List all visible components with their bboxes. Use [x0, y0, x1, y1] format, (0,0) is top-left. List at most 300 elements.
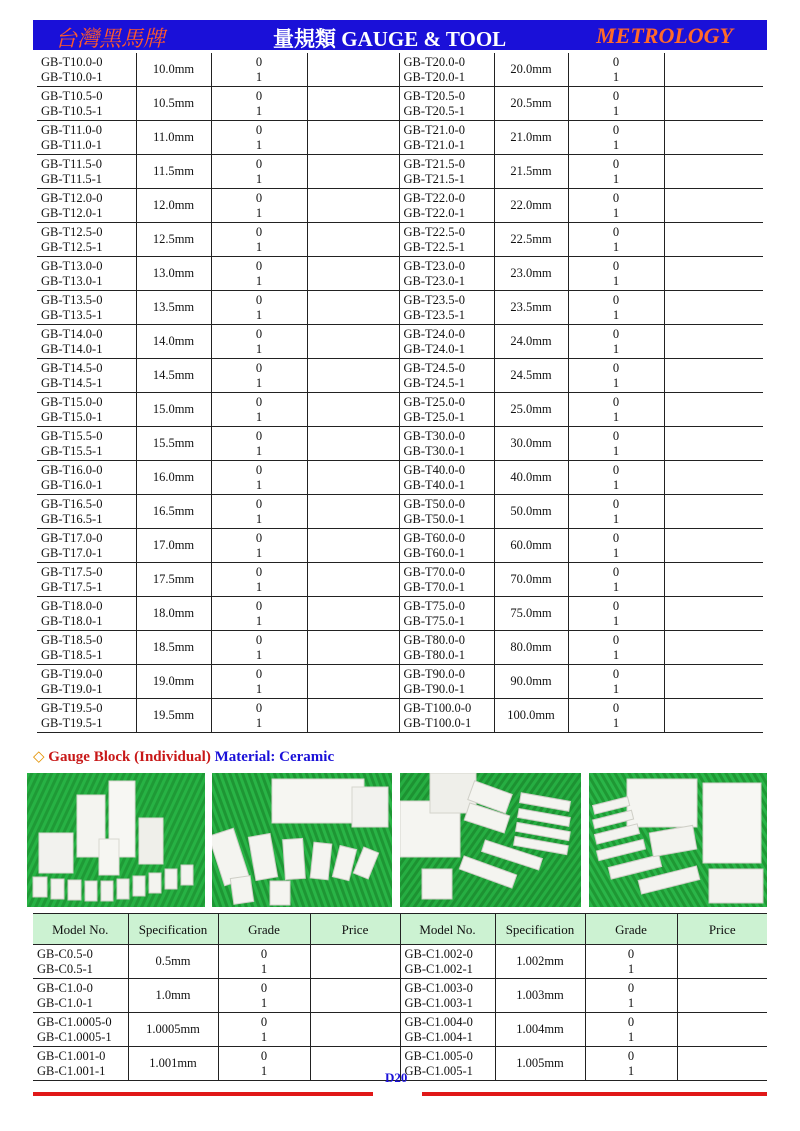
model-number: GB-T60.0-0: [403, 530, 465, 545]
specification: 1.0mm: [155, 988, 191, 1002]
model-number: GB-T70.0-1: [403, 579, 465, 594]
price-cell: [307, 631, 399, 665]
grade-value: 1: [612, 681, 620, 696]
model-number: GB-T12.5-0: [41, 224, 103, 239]
model-number: GB-T11.5-1: [41, 171, 102, 186]
grade-value: 1: [612, 545, 620, 560]
grade-cell: [211, 87, 307, 121]
section-material: Material: Ceramic: [214, 749, 335, 765]
grade-value: 0: [260, 946, 268, 961]
spec-cell: [494, 257, 568, 291]
table-row: [37, 427, 763, 461]
model-cell: [33, 1013, 128, 1047]
specification: 16.0mm: [152, 470, 195, 484]
grade-value: 0: [612, 292, 620, 307]
spec-cell: [136, 495, 211, 529]
model-cell: [399, 665, 494, 699]
grade-cell: [211, 495, 307, 529]
model-number: GB-C1.0005-1: [37, 1029, 112, 1044]
grade-cell: [211, 189, 307, 223]
price-cell: [664, 699, 763, 733]
grade-cell: [218, 1047, 310, 1081]
grade-value: 1: [255, 409, 263, 424]
grade-cell: [568, 359, 664, 393]
grade-cell: [568, 155, 664, 189]
specification: 1.002mm: [516, 954, 564, 968]
price-cell: [664, 359, 763, 393]
grade-value: 0: [612, 564, 620, 579]
price-cell: [307, 257, 399, 291]
model-number: GB-T80.0-0: [403, 632, 465, 647]
grade-value: 0: [612, 496, 620, 511]
grade-value: 1: [612, 409, 620, 424]
model-number: GB-T12.0-0: [41, 190, 103, 205]
specification: 30.0mm: [510, 436, 552, 450]
model-number: GB-T14.5-0: [41, 360, 103, 375]
model-cell: [399, 393, 494, 427]
grade-value: 0: [612, 530, 620, 545]
grade-value: 1: [255, 477, 263, 492]
model-cell: [399, 359, 494, 393]
spec-cell: [128, 1047, 218, 1081]
model-number: GB-T12.5-1: [41, 239, 103, 254]
model-cell: [399, 461, 494, 495]
specification: 10.0mm: [152, 62, 195, 76]
grade-value: 0: [627, 946, 635, 961]
spec-cell: [128, 1013, 218, 1047]
grade-value: 1: [255, 647, 263, 662]
model-number: GB-T25.0-1: [403, 409, 465, 424]
price-cell: [307, 495, 399, 529]
price-cell: [664, 495, 763, 529]
model-number: GB-T20.5-0: [403, 88, 465, 103]
spec-cell: [495, 979, 585, 1013]
model-cell: [399, 495, 494, 529]
price-cell: [310, 945, 400, 979]
model-cell: [399, 155, 494, 189]
grade-value: 1: [260, 961, 268, 976]
grade-value: 0: [260, 1048, 268, 1063]
grade-cell: [568, 393, 664, 427]
grade-value: 0: [612, 428, 620, 443]
spec-cell: [494, 291, 568, 325]
price-cell: [677, 979, 767, 1013]
grade-value: 1: [612, 103, 620, 118]
grade-value: 1: [255, 205, 263, 220]
spec-cell: [136, 223, 211, 257]
price-cell: [664, 53, 763, 87]
grade-value: 0: [612, 666, 620, 681]
grade-cell: [568, 223, 664, 257]
grade-cell: [568, 563, 664, 597]
grade-value: 1: [255, 171, 263, 186]
price-cell: [664, 631, 763, 665]
specification: 1.004mm: [516, 1022, 564, 1036]
grade-value: 0: [627, 980, 635, 995]
specification: 22.5mm: [510, 232, 552, 246]
specification: 1.001mm: [149, 1056, 197, 1070]
spec-cell: [494, 155, 568, 189]
grade-cell: [211, 631, 307, 665]
grade-value: 0: [255, 122, 263, 137]
grade-value: 1: [612, 307, 620, 322]
grade-value: 1: [255, 375, 263, 390]
model-cell: [37, 121, 136, 155]
grade-value: 0: [255, 54, 263, 69]
price-cell: [307, 563, 399, 597]
grade-value: 1: [255, 341, 263, 356]
grade-cell: [568, 291, 664, 325]
header-grade-right: Grade: [585, 914, 677, 945]
grade-value: 0: [612, 700, 620, 715]
grade-value: 0: [612, 326, 620, 341]
model-number: GB-T100.0-0: [403, 700, 472, 715]
specification: 70.0mm: [510, 572, 552, 586]
price-cell: [664, 155, 763, 189]
brand-name: 台灣黑馬牌: [55, 27, 166, 52]
price-cell: [307, 427, 399, 461]
model-number: GB-T75.0-0: [403, 598, 465, 613]
header-grade-left: Grade: [218, 914, 310, 945]
model-number: GB-T15.5-0: [41, 428, 103, 443]
grade-value: 1: [612, 511, 620, 526]
model-cell: [37, 359, 136, 393]
product-photo-3: [400, 773, 581, 907]
model-number: GB-C1.0-0: [37, 980, 93, 995]
spec-cell: [136, 563, 211, 597]
model-number: GB-T22.0-1: [403, 205, 465, 220]
model-cell: [399, 121, 494, 155]
model-number: GB-T10.5-1: [41, 103, 103, 118]
grade-value: 0: [260, 1014, 268, 1029]
grade-value: 0: [255, 156, 263, 171]
grade-value: 0: [612, 54, 620, 69]
table-row: [37, 53, 763, 87]
specification: 10.5mm: [152, 96, 195, 110]
grade-cell: [211, 291, 307, 325]
model-cell: [37, 631, 136, 665]
grade-value: 0: [612, 394, 620, 409]
grade-cell: [568, 87, 664, 121]
model-number: GB-T90.0-0: [403, 666, 465, 681]
table-row: [37, 87, 763, 121]
product-photo-1: [27, 773, 205, 907]
grade-value: 1: [260, 995, 268, 1010]
specification: 14.0mm: [152, 334, 195, 348]
footer-rule-right: [422, 1092, 767, 1096]
model-number: GB-T13.0-1: [41, 273, 103, 288]
model-number: GB-T11.5-0: [41, 156, 102, 171]
specification: 17.0mm: [152, 538, 195, 552]
grade-value: 0: [612, 632, 620, 647]
model-cell: [399, 631, 494, 665]
grade-value: 1: [612, 443, 620, 458]
header-model-right: Model No.: [400, 914, 495, 945]
product-photo-2: [212, 773, 392, 907]
model-cell: [400, 1013, 495, 1047]
model-number: GB-T17.0-0: [41, 530, 103, 545]
model-cell: [37, 223, 136, 257]
spec-cell: [494, 461, 568, 495]
grade-value: 0: [612, 190, 620, 205]
grade-cell: [585, 945, 677, 979]
table-row: [37, 121, 763, 155]
model-number: GB-C1.002-1: [404, 961, 473, 976]
grade-cell: [568, 597, 664, 631]
header-spec-right: Specification: [495, 914, 585, 945]
footer-rule-left: [33, 1092, 373, 1096]
grade-value: 0: [612, 224, 620, 239]
grade-value: 1: [255, 137, 263, 152]
model-number: GB-T13.0-0: [41, 258, 103, 273]
spec-cell: [136, 359, 211, 393]
specification: 90.0mm: [510, 674, 552, 688]
specification: 22.0mm: [510, 198, 552, 212]
table-row: [37, 699, 763, 733]
spec-cell: [494, 359, 568, 393]
model-number: GB-C1.004-0: [404, 1014, 473, 1029]
table-header-row: [33, 914, 767, 945]
price-cell: [307, 359, 399, 393]
grade-value: 0: [255, 88, 263, 103]
model-number: GB-T16.0-0: [41, 462, 103, 477]
price-cell: [677, 1047, 767, 1081]
grade-cell: [218, 979, 310, 1013]
spec-cell: [494, 223, 568, 257]
grade-value: 0: [255, 564, 263, 579]
spec-cell: [136, 665, 211, 699]
specification: 1.0005mm: [146, 1022, 200, 1036]
specification: 16.5mm: [152, 504, 195, 518]
grade-cell: [211, 699, 307, 733]
spec-cell: [128, 945, 218, 979]
model-number: GB-T21.5-1: [403, 171, 465, 186]
table-row: [33, 1013, 767, 1047]
price-cell: [307, 597, 399, 631]
spec-cell: [136, 155, 211, 189]
model-number: GB-T10.5-0: [41, 88, 103, 103]
price-cell: [307, 529, 399, 563]
model-number: GB-C1.0-1: [37, 995, 93, 1010]
model-number: GB-T80.0-1: [403, 647, 465, 662]
model-number: GB-T13.5-1: [41, 307, 103, 322]
page-title: 量規類 GAUGE & TOOL: [273, 27, 507, 51]
grade-cell: [568, 121, 664, 155]
specification: 18.0mm: [152, 606, 195, 620]
spec-cell: [494, 325, 568, 359]
grade-value: 0: [255, 632, 263, 647]
model-number: GB-T17.0-1: [41, 545, 103, 560]
model-cell: [37, 563, 136, 597]
grade-value: 1: [612, 477, 620, 492]
model-number: GB-C0.5-1: [37, 961, 93, 976]
model-number: GB-T18.5-0: [41, 632, 103, 647]
model-cell: [37, 53, 136, 87]
model-number: GB-T15.0-0: [41, 394, 103, 409]
section-title: [33, 747, 334, 766]
grade-value: 1: [612, 205, 620, 220]
model-cell: [399, 87, 494, 121]
specification: 1.003mm: [516, 988, 564, 1002]
grade-cell: [211, 155, 307, 189]
grade-cell: [585, 1013, 677, 1047]
grade-value: 0: [255, 394, 263, 409]
model-cell: [399, 53, 494, 87]
spec-cell: [494, 427, 568, 461]
grade-cell: [211, 461, 307, 495]
price-cell: [664, 665, 763, 699]
model-number: GB-T19.0-1: [41, 681, 103, 696]
model-cell: [37, 393, 136, 427]
grade-value: 0: [255, 190, 263, 205]
price-cell: [677, 1013, 767, 1047]
specification: 60.0mm: [510, 538, 552, 552]
grade-cell: [585, 979, 677, 1013]
grade-value: 1: [255, 715, 263, 730]
spec-cell: [494, 495, 568, 529]
price-cell: [307, 87, 399, 121]
spec-cell: [494, 189, 568, 223]
grade-value: 0: [612, 258, 620, 273]
grade-cell: [211, 427, 307, 461]
model-number: GB-T18.0-1: [41, 613, 103, 628]
grade-value: 0: [612, 462, 620, 477]
model-number: GB-T11.0-0: [41, 122, 102, 137]
model-number: GB-T16.0-1: [41, 477, 103, 492]
header-price-right: Price: [677, 914, 767, 945]
spec-cell: [494, 529, 568, 563]
model-number: GB-T24.0-0: [403, 326, 465, 341]
grade-cell: [585, 1047, 677, 1081]
model-number: GB-T75.0-1: [403, 613, 465, 628]
price-cell: [307, 53, 399, 87]
grade-value: 1: [255, 681, 263, 696]
model-cell: [33, 945, 128, 979]
table-row: [37, 597, 763, 631]
model-cell: [399, 529, 494, 563]
grade-value: 0: [627, 1048, 635, 1063]
model-number: GB-T24.5-1: [403, 375, 465, 390]
price-cell: [307, 155, 399, 189]
page-number: D20: [385, 1070, 408, 1085]
grade-value: 1: [627, 961, 635, 976]
grade-cell: [211, 563, 307, 597]
model-cell: [37, 427, 136, 461]
grade-value: 1: [612, 375, 620, 390]
model-number: GB-T30.0-0: [403, 428, 465, 443]
price-cell: [307, 665, 399, 699]
model-number: GB-T23.0-1: [403, 273, 465, 288]
grade-value: 0: [627, 1014, 635, 1029]
grade-value: 1: [255, 307, 263, 322]
thickness-gauge-table: [37, 53, 763, 733]
price-cell: [664, 529, 763, 563]
grade-value: 0: [255, 258, 263, 273]
model-cell: [399, 427, 494, 461]
model-number: GB-T14.0-1: [41, 341, 103, 356]
price-cell: [307, 699, 399, 733]
table-row: [37, 529, 763, 563]
price-cell: [307, 291, 399, 325]
price-cell: [310, 1013, 400, 1047]
spec-cell: [495, 1047, 585, 1081]
specification: 23.5mm: [510, 300, 552, 314]
grade-value: 0: [255, 292, 263, 307]
grade-value: 1: [255, 103, 263, 118]
grade-cell: [568, 53, 664, 87]
grade-value: 1: [255, 511, 263, 526]
model-cell: [399, 597, 494, 631]
grade-cell: [211, 121, 307, 155]
model-number: GB-T13.5-0: [41, 292, 103, 307]
model-number: GB-T40.0-0: [403, 462, 465, 477]
product-photo-4: [589, 773, 767, 907]
model-number: GB-T18.5-1: [41, 647, 103, 662]
model-number: GB-T16.5-1: [41, 511, 103, 526]
model-cell: [37, 291, 136, 325]
model-number: GB-T24.0-1: [403, 341, 465, 356]
grade-value: 0: [255, 462, 263, 477]
model-number: GB-C1.0005-0: [37, 1014, 112, 1029]
table-row: [37, 495, 763, 529]
header-model-left: Model No.: [33, 914, 128, 945]
spec-cell: [494, 631, 568, 665]
model-number: GB-T18.0-0: [41, 598, 103, 613]
grade-cell: [211, 53, 307, 87]
grade-value: 1: [255, 443, 263, 458]
specification: 100.0mm: [507, 708, 555, 722]
model-number: GB-C1.003-0: [404, 980, 473, 995]
model-cell: [37, 87, 136, 121]
spec-cell: [494, 699, 568, 733]
ceramic-gauge-table: [33, 913, 767, 1081]
spec-cell: [128, 979, 218, 1013]
price-cell: [307, 393, 399, 427]
spec-cell: [494, 665, 568, 699]
grade-value: 1: [255, 273, 263, 288]
price-cell: [664, 325, 763, 359]
specification: 40.0mm: [510, 470, 552, 484]
spec-cell: [136, 461, 211, 495]
grade-value: 1: [612, 69, 620, 84]
grade-value: 1: [255, 579, 263, 594]
table-row: [37, 189, 763, 223]
specification: 17.5mm: [152, 572, 195, 586]
table-row: [37, 325, 763, 359]
spec-cell: [495, 945, 585, 979]
model-number: GB-T22.0-0: [403, 190, 465, 205]
specification: 0.5mm: [155, 954, 191, 968]
model-number: GB-T21.0-0: [403, 122, 465, 137]
grade-cell: [568, 699, 664, 733]
spec-cell: [136, 87, 211, 121]
table-row: [37, 665, 763, 699]
price-cell: [307, 325, 399, 359]
grade-cell: [211, 359, 307, 393]
grade-cell: [211, 393, 307, 427]
grade-cell: [568, 665, 664, 699]
model-cell: [37, 155, 136, 189]
spec-cell: [136, 427, 211, 461]
specification: 13.0mm: [152, 266, 195, 280]
specification: 15.0mm: [152, 402, 195, 416]
model-number: GB-T21.5-0: [403, 156, 465, 171]
model-number: GB-T70.0-0: [403, 564, 465, 579]
specification: 12.5mm: [152, 232, 195, 246]
grade-value: 0: [255, 326, 263, 341]
specification: 80.0mm: [510, 640, 552, 654]
price-cell: [664, 393, 763, 427]
